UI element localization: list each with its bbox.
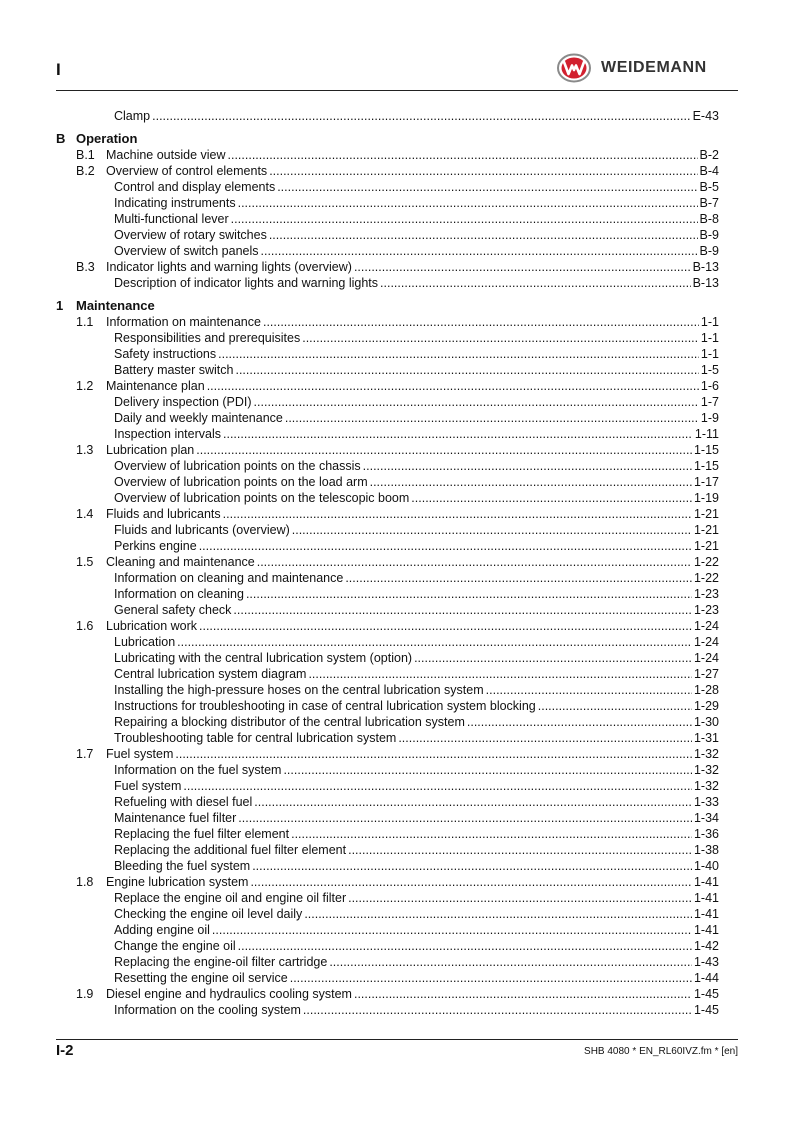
toc-entry-page: B-8 (699, 212, 719, 226)
toc-entry-page: 1-24 (693, 651, 719, 665)
toc-entry-title: Safety instructions (114, 347, 217, 361)
toc-entry[interactable] (56, 890, 719, 906)
toc-entry-title: Overview of lubrication points on the telescopic boom (114, 491, 410, 505)
dot-leader (152, 108, 690, 124)
dot-leader (290, 970, 692, 986)
toc-entry-page: 1-41 (693, 907, 719, 921)
toc-entry-title: Control and display elements (114, 180, 276, 194)
toc-entry-title: Fluids and lubricants (106, 507, 221, 521)
dot-leader (218, 346, 699, 362)
toc-entry[interactable] (56, 243, 719, 259)
toc-entry-title: Instructions for troubleshooting in case of central lubrication system blocking (114, 699, 536, 713)
toc-entry[interactable] (56, 778, 719, 794)
toc-entry-number: 1.7 (76, 747, 94, 761)
toc-entry-page: 1-32 (693, 779, 719, 793)
toc-entry-page: 1-45 (693, 987, 719, 1001)
toc-entry[interactable] (56, 227, 719, 243)
toc-section-heading[interactable] (56, 298, 719, 314)
toc-entry-title: Information on cleaning (114, 587, 244, 601)
toc-entry-page: 1-36 (693, 827, 719, 841)
toc-entry[interactable] (56, 163, 719, 179)
table-of-contents (56, 108, 719, 1018)
toc-entry[interactable] (56, 195, 719, 211)
toc-entry[interactable] (56, 842, 719, 858)
dot-leader (348, 890, 692, 906)
toc-entry[interactable] (56, 922, 719, 938)
dot-leader (238, 938, 692, 954)
toc-entry[interactable] (56, 211, 719, 227)
toc-entry[interactable] (56, 506, 719, 522)
toc-entry-title: Information on maintenance (106, 315, 261, 329)
toc-entry-page: 1-19 (693, 491, 719, 505)
toc-entry-title: Change the engine oil (114, 939, 236, 953)
toc-entry-title: Installing the high-pressure hoses on the central lubrication system (114, 683, 484, 697)
toc-entry-title: Troubleshooting table for central lubrication system (114, 731, 397, 745)
toc-entry-title: Diesel engine and hydraulics cooling system (106, 987, 352, 1001)
toc-entry-page: 1-5 (700, 363, 719, 377)
toc-entry-title: Replacing the fuel filter element (114, 827, 290, 841)
dot-leader (177, 634, 692, 650)
toc-entry-page: 1-24 (693, 635, 719, 649)
toc-entry-number: 1.2 (76, 379, 94, 393)
footer-document-reference: SHB 4080 * EN_RL60IVZ.fm * [en] (584, 1046, 738, 1057)
toc-entry[interactable] (56, 938, 719, 954)
dot-leader (231, 211, 698, 227)
dot-leader (292, 522, 692, 538)
toc-entry[interactable] (56, 730, 719, 746)
toc-entry-title: Fuel system (106, 747, 174, 761)
dot-leader (196, 442, 692, 458)
toc-entry[interactable] (56, 810, 719, 826)
dot-leader (486, 682, 692, 698)
dot-leader (354, 986, 692, 1002)
toc-entry-page: 1-23 (693, 587, 719, 601)
toc-entry-page: 1-40 (693, 859, 719, 873)
dot-leader (363, 458, 692, 474)
toc-entry[interactable] (56, 346, 719, 362)
toc-entry[interactable] (56, 698, 719, 714)
toc-entry[interactable] (56, 394, 719, 410)
dot-leader (411, 490, 692, 506)
toc-entry-title: Replacing the engine-oil filter cartridge (114, 955, 328, 969)
dot-leader (277, 179, 697, 195)
toc-entry-page: 1-15 (693, 459, 719, 473)
toc-entry-title: Fluids and lubricants (overview) (114, 523, 290, 537)
toc-entry-page: 1-6 (700, 379, 719, 393)
toc-entry-page: 1-42 (693, 939, 719, 953)
toc-entry[interactable] (56, 650, 719, 666)
toc-entry-title: Daily and weekly maintenance (114, 411, 283, 425)
toc-entry-page: 1-22 (693, 571, 719, 585)
toc-entry-title: Information on the cooling system (114, 1003, 301, 1017)
toc-entry-title: Information on the fuel system (114, 763, 282, 777)
toc-entry-number: 1.5 (76, 555, 94, 569)
toc-entry[interactable] (56, 970, 719, 986)
toc-entry-page: 1-45 (693, 1003, 719, 1017)
toc-entry-title: Indicator lights and warning lights (overview) (106, 260, 352, 274)
dot-leader (285, 410, 699, 426)
dot-leader (283, 762, 692, 778)
toc-entry[interactable] (56, 442, 719, 458)
toc-entry-title: Cleaning and maintenance (106, 555, 255, 569)
toc-entry[interactable] (56, 682, 719, 698)
toc-entry-number: 1.1 (76, 315, 94, 329)
toc-entry-title: Adding engine oil (114, 923, 210, 937)
toc-entry-title: Perkins engine (114, 539, 197, 553)
toc-entry[interactable] (56, 570, 719, 586)
toc-entry[interactable] (56, 259, 719, 275)
toc-entry-page: B-13 (692, 276, 719, 290)
dot-leader (199, 538, 692, 554)
toc-entry[interactable] (56, 906, 719, 922)
dot-leader (329, 954, 692, 970)
weidemann-logo-icon (557, 53, 591, 83)
toc-entry-title: Indicating instruments (114, 196, 236, 210)
toc-entry-page: B-9 (699, 244, 719, 258)
toc-entry-page: 1-31 (693, 731, 719, 745)
toc-entry-title: Lubrication (114, 635, 176, 649)
toc-entry[interactable] (56, 378, 719, 394)
dot-leader (354, 259, 691, 275)
toc-entry[interactable] (56, 330, 719, 346)
toc-entry-number: 1.8 (76, 875, 94, 889)
toc-entry-page: 1-30 (693, 715, 719, 729)
toc-entry-number: 1.3 (76, 443, 94, 457)
toc-entry-title: Overview of lubrication points on the load arm (114, 475, 368, 489)
toc-entry-title: Overview of switch panels (114, 244, 259, 258)
dot-leader (254, 394, 699, 410)
toc-entry-title: Overview of control elements (106, 164, 268, 178)
toc-entry-title: Machine outside view (106, 148, 226, 162)
toc-entry[interactable] (56, 586, 719, 602)
dot-leader (235, 362, 698, 378)
toc-entry-page: B-4 (699, 164, 719, 178)
toc-entry[interactable] (56, 746, 719, 762)
toc-entry-page: 1-1 (700, 331, 719, 345)
toc-entry-page: 1-7 (700, 395, 719, 409)
dot-leader (238, 195, 698, 211)
toc-entry[interactable] (56, 602, 719, 618)
toc-entry-page: B-13 (692, 260, 719, 274)
toc-entry-page: 1-41 (693, 923, 719, 937)
toc-entry[interactable] (56, 762, 719, 778)
toc-entry-page: 1-17 (693, 475, 719, 489)
toc-entry-page: 1-41 (693, 891, 719, 905)
dot-leader (223, 426, 693, 442)
toc-entry-page: 1-24 (693, 619, 719, 633)
toc-entry[interactable] (56, 522, 719, 538)
toc-entry-page: 1-43 (693, 955, 719, 969)
dot-leader (254, 794, 692, 810)
footer-rule (56, 1039, 738, 1040)
dot-leader (199, 618, 692, 634)
toc-entry-title: Maintenance fuel filter (114, 811, 237, 825)
dot-leader (538, 698, 692, 714)
toc-entry-title: Battery master switch (114, 363, 234, 377)
toc-entry-title: Lubrication work (106, 619, 198, 633)
dot-leader (212, 922, 692, 938)
toc-entry[interactable] (56, 618, 719, 634)
toc-entry-page: B-2 (699, 148, 719, 162)
toc-entry-title: Replace the engine oil and engine oil filter (114, 891, 347, 905)
toc-entry-page: E-43 (692, 109, 719, 123)
toc-entry-title: Bleeding the fuel system (114, 859, 251, 873)
toc-entry-title: Checking the engine oil level daily (114, 907, 303, 921)
toc-entry[interactable] (56, 362, 719, 378)
header-rule (56, 90, 738, 91)
dot-leader (246, 586, 692, 602)
toc-entry-number: 1.4 (76, 507, 94, 521)
toc-entry-title: Delivery inspection (PDI) (114, 395, 252, 409)
toc-entry-title: Overview of rotary switches (114, 228, 267, 242)
section-number: 1 (56, 298, 64, 313)
toc-entry-title: Overview of lubrication points on the chassis (114, 459, 361, 473)
dot-leader (261, 243, 698, 259)
toc-entry-page: 1-9 (700, 411, 719, 425)
section-title: Operation (76, 131, 138, 146)
dot-leader (308, 666, 692, 682)
weidemann-logo (557, 53, 707, 83)
toc-entry-page: 1-21 (693, 523, 719, 537)
toc-entry[interactable] (56, 826, 719, 842)
toc-entry-page: 1-1 (700, 347, 719, 361)
section-number: B (56, 131, 66, 146)
toc-entry-title: General safety check (114, 603, 232, 617)
dot-leader (380, 275, 691, 291)
toc-entry-title: Engine lubrication system (106, 875, 249, 889)
toc-entry-title: Responsibilities and prerequisites (114, 331, 301, 345)
toc-entry[interactable] (56, 108, 719, 124)
dot-leader (302, 330, 699, 346)
toc-entry-title: Repairing a blocking distributor of the central lubrication system (114, 715, 465, 729)
dot-leader (252, 858, 692, 874)
toc-entry[interactable] (56, 474, 719, 490)
toc-entry-page: 1-44 (693, 971, 719, 985)
dot-leader (414, 650, 692, 666)
toc-entry[interactable] (56, 147, 719, 163)
dot-leader (304, 906, 692, 922)
toc-entry[interactable] (56, 874, 719, 890)
toc-section-heading[interactable] (56, 131, 719, 147)
toc-entry[interactable] (56, 314, 719, 330)
toc-entry-page: 1-22 (693, 555, 719, 569)
dot-leader (233, 602, 692, 618)
toc-entry-page: 1-32 (693, 747, 719, 761)
toc-entry-title: Multi-functional lever (114, 212, 229, 226)
toc-entry[interactable] (56, 554, 719, 570)
dot-leader (345, 570, 692, 586)
toc-entry-title: Fuel system (114, 779, 182, 793)
toc-entry-page: 1-21 (693, 539, 719, 553)
dot-leader (263, 314, 699, 330)
toc-entry-number: 1.9 (76, 987, 94, 1001)
dot-leader (250, 874, 692, 890)
toc-entry-title: Lubricating with the central lubrication system (option) (114, 651, 413, 665)
toc-entry[interactable] (56, 538, 719, 554)
toc-entry-title: Description of indicator lights and warning lights (114, 276, 379, 290)
footer-page-number: I-2 (56, 1042, 74, 1059)
toc-entry[interactable] (56, 794, 719, 810)
toc-entry[interactable] (56, 986, 719, 1002)
toc-entry-page: 1-41 (693, 875, 719, 889)
toc-entry[interactable] (56, 858, 719, 874)
toc-entry[interactable] (56, 410, 719, 426)
section-title: Maintenance (76, 298, 155, 313)
toc-entry[interactable] (56, 490, 719, 506)
toc-entry[interactable] (56, 1002, 719, 1018)
toc-entry-title: Central lubrication system diagram (114, 667, 307, 681)
toc-entry[interactable] (56, 275, 719, 291)
dot-leader (238, 810, 692, 826)
toc-entry-title: Refueling with diesel fuel (114, 795, 253, 809)
toc-entry-page: B-7 (699, 196, 719, 210)
toc-entry-title: Resetting the engine oil service (114, 971, 288, 985)
toc-entry-title: Inspection intervals (114, 427, 222, 441)
toc-entry-title: Information on cleaning and maintenance (114, 571, 344, 585)
toc-entry[interactable] (56, 179, 719, 195)
dot-leader (269, 227, 698, 243)
toc-entry-page: 1-15 (693, 443, 719, 457)
toc-entry-title: Lubrication plan (106, 443, 195, 457)
toc-entry-page: 1-11 (694, 427, 719, 441)
toc-entry-title: Clamp (114, 109, 151, 123)
dot-leader (303, 1002, 692, 1018)
toc-entry-page: 1-34 (693, 811, 719, 825)
toc-entry-page: 1-23 (693, 603, 719, 617)
toc-entry-page: 1-29 (693, 699, 719, 713)
toc-entry[interactable] (56, 426, 719, 442)
toc-entry-page: 1-33 (693, 795, 719, 809)
dot-leader (291, 826, 692, 842)
dot-leader (269, 163, 697, 179)
toc-entry-page: 1-32 (693, 763, 719, 777)
toc-entry-title: Replacing the additional fuel filter element (114, 843, 347, 857)
toc-entry-number: B.2 (76, 164, 95, 178)
toc-entry-page: 1-1 (700, 315, 719, 329)
toc-entry-title: Maintenance plan (106, 379, 205, 393)
toc-entry-page: 1-28 (693, 683, 719, 697)
toc-entry-page: B-9 (699, 228, 719, 242)
dot-leader (183, 778, 692, 794)
toc-entry[interactable] (56, 666, 719, 682)
dot-leader (398, 730, 692, 746)
dot-leader (370, 474, 692, 490)
dot-leader (348, 842, 692, 858)
toc-entry[interactable] (56, 714, 719, 730)
toc-entry[interactable] (56, 458, 719, 474)
dot-leader (175, 746, 692, 762)
dot-leader (257, 554, 692, 570)
toc-entry-page: B-5 (699, 180, 719, 194)
toc-entry-page: 1-38 (693, 843, 719, 857)
dot-leader (223, 506, 692, 522)
toc-entry-page: 1-27 (693, 667, 719, 681)
toc-entry-number: B.3 (76, 260, 95, 274)
toc-entry-number: B.1 (76, 148, 95, 162)
dot-leader (207, 378, 699, 394)
dot-leader (467, 714, 692, 730)
toc-entry-number: 1.6 (76, 619, 94, 633)
toc-entry[interactable] (56, 634, 719, 650)
page-marker: I (56, 60, 61, 79)
toc-entry[interactable] (56, 954, 719, 970)
toc-entry-page: 1-21 (693, 507, 719, 521)
brand-name: WEIDEMANN (601, 59, 707, 76)
dot-leader (228, 147, 698, 163)
